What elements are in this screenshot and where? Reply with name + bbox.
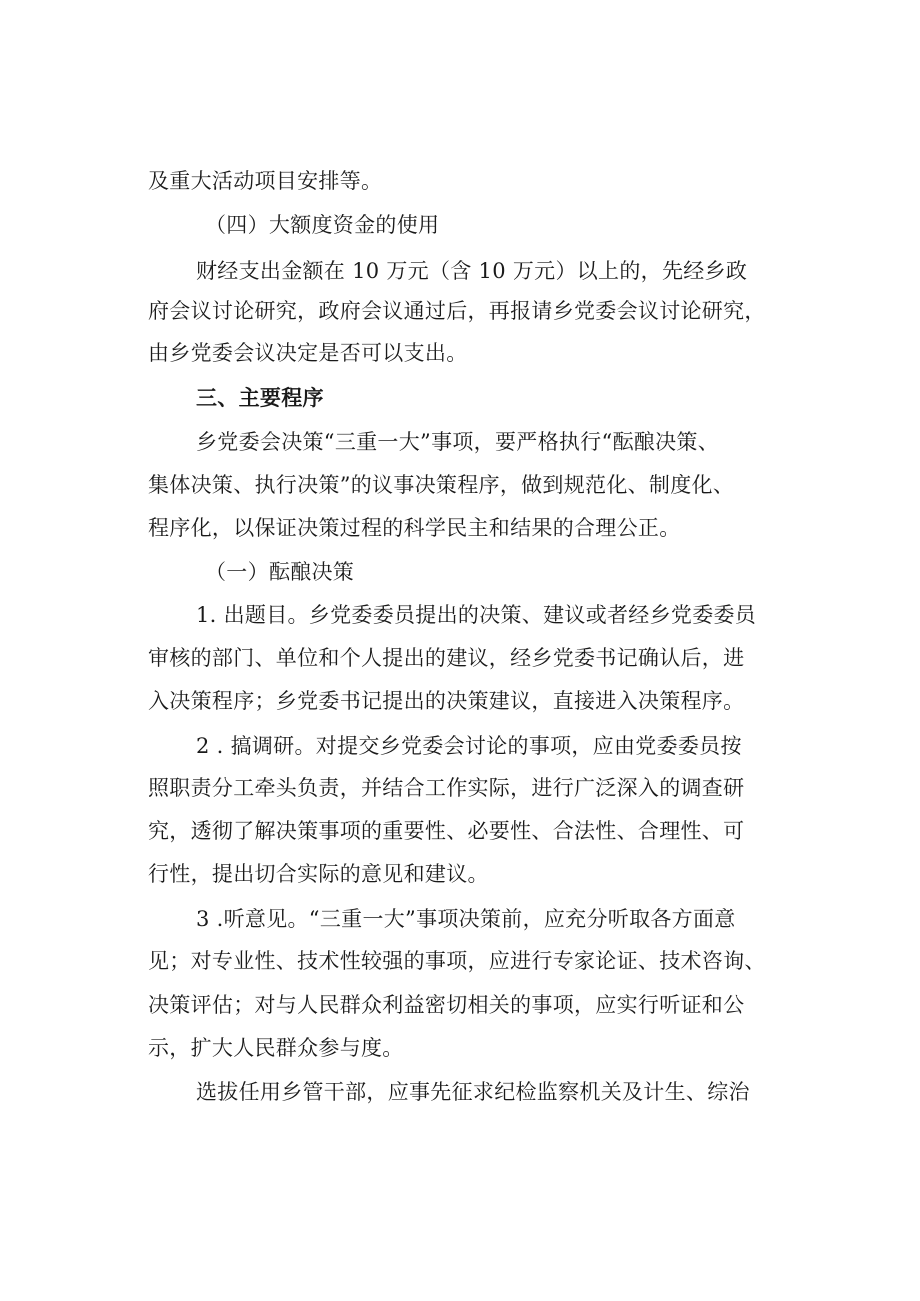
- body-line: 选拔任用乡管干部，应事先征求纪检监察机关及计生、综治: [196, 1080, 750, 1104]
- body-line: 入决策程序；乡党委书记提出的决策建议，直接进入决策程序。: [148, 689, 745, 713]
- body-line: 由乡党委会议决定是否可以支出。: [148, 341, 468, 365]
- body-line: 照职责分工牵头负责，并结合工作实际，进行广泛深入的调查研: [148, 776, 745, 800]
- body-line: 行性，提出切合实际的意见和建议。: [148, 862, 489, 886]
- section-heading: 三、主要程序: [196, 386, 324, 410]
- body-line: 及重大活动项目安排等。: [148, 169, 383, 193]
- subheading: （四）大额度资金的使用: [205, 213, 440, 237]
- body-line: 见；对专业性、技术性较强的事项，应进行专家论证、技术咨询、: [148, 949, 766, 973]
- body-line: 集体决策、执行决策”的议事决策程序，做到规范化、制度化、: [148, 473, 735, 497]
- body-line: 2 . 搞调研。对提交乡党委会讨论的事项，应由党委委员按: [196, 734, 742, 758]
- body-line: 示，扩大人民群众参与度。: [148, 1036, 404, 1060]
- body-line: 1. 出题目。乡党委委员提出的决策、建议或者经乡党委委员: [196, 603, 757, 627]
- body-line: 乡党委会决策“三重一大”事项，要严格执行“酝酿决策、: [196, 430, 720, 454]
- body-line: 3 .听意见。“三重一大”事项决策前，应充分听取各方面意: [196, 907, 736, 931]
- body-line: 财经支出金额在 10 万元（含 10 万元）以上的，先经乡政: [196, 259, 748, 283]
- subheading: （一）酝酿决策: [205, 560, 355, 584]
- body-line: 决策评估；对与人民群众利益密切相关的事项，应实行听证和公: [148, 993, 745, 1017]
- body-line: 审核的部门、单位和个人提出的建议，经乡党委书记确认后，进: [148, 646, 745, 670]
- body-line: 府会议讨论研究，政府会议通过后，再报请乡党委会议讨论研究，: [148, 299, 766, 323]
- body-line: 究，透彻了解决策事项的重要性、必要性、合法性、合理性、可: [148, 819, 745, 843]
- body-line: 程序化，以保证决策过程的科学民主和结果的合理公正。: [148, 516, 681, 540]
